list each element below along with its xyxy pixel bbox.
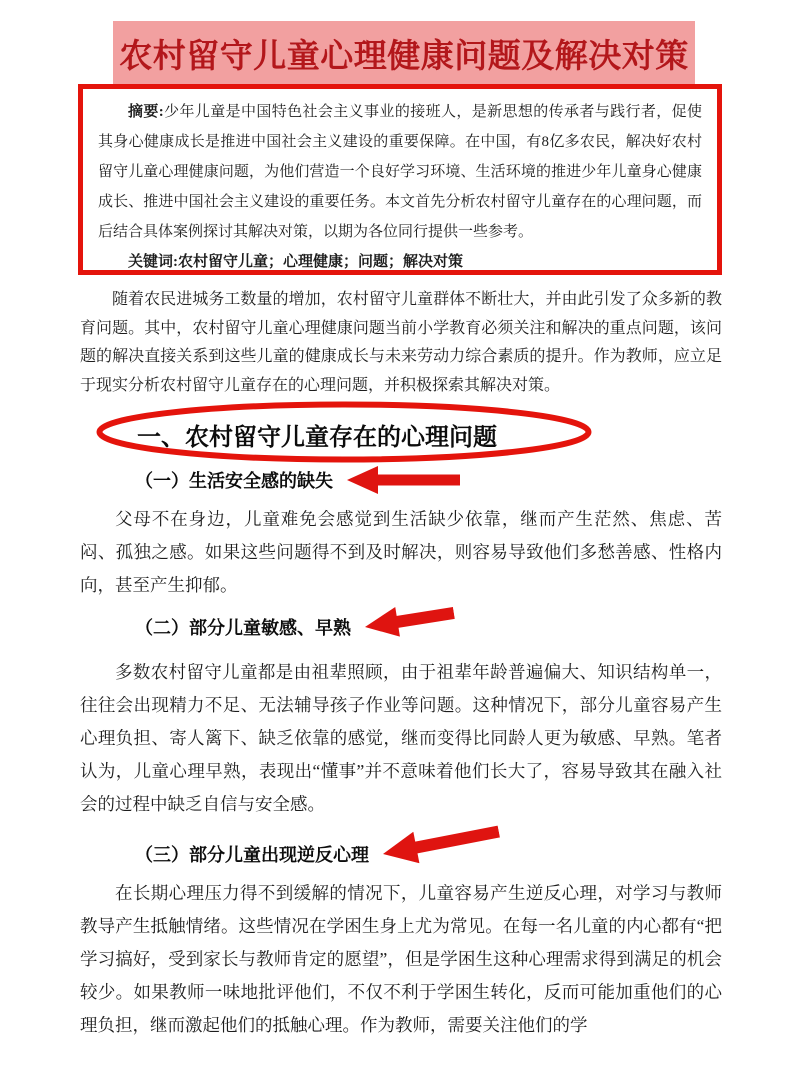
subsection-2-heading-row [135, 612, 455, 642]
subsection-1-heading-row [135, 466, 460, 494]
section-heading: 一、农村留守儿童存在的心理问题 [137, 424, 497, 451]
document-title: 农村留守儿童心理健康问题及解决对策 [119, 36, 689, 74]
section-heading-wrap [0, 398, 800, 468]
abstract-paragraph [98, 97, 702, 247]
red-left-arrow-icon [347, 466, 460, 494]
keywords-label: 关键词: [128, 254, 178, 270]
document-title-banner [113, 21, 695, 85]
subsection-3-heading: （三）部分儿童出现逆反心理 [135, 845, 369, 865]
red-left-arrow-icon [380, 816, 502, 870]
subsection-1-paragraph: 父母不在身边，儿童难免会感觉到生活缺少依靠，继而产生茫然、焦虑、苦闷、孤独之感。如果这些问题得不到及时解决，则容易导致他们多愁善感、性格内向，甚至产生抑郁。 [80, 509, 722, 595]
keywords-text: 农村留守儿童；心理健康；问题；解决对策 [178, 254, 464, 270]
abstract-text: 少年儿童是中国特色社会主义事业的接班人，是新思想的传承者与践行者，促使其身心健康成长是推进中国社会主义建设的重要保障。在中国，有8亿多农民，解决好农村留守儿童心理健康问题，为他们营造一个良好学习环境、生活环境的推进少年儿童身心健康成长、推进中国社会主义建设的重要任务。本文首先分析农村留守儿童存在的心理问题，而后结合具体案例探讨其解决对策，以期为各位同行提供一些参考。 [98, 104, 702, 240]
subsection-3-heading-row [135, 838, 501, 870]
subsection-2-heading: （二）部分儿童敏感、早熟 [135, 618, 351, 638]
keywords-line [98, 247, 702, 277]
intro-paragraph: 随着农民进城务工数量的增加，农村留守儿童群体不断壮大，并由此引发了众多新的教育问题。其中，农村留守儿童心理健康问题当前小学教育必须关注和解决的重点问题，该问题的解决直接关系到这些儿童的健康成长与未来劳动力综合素质的提升。作为教师，应立足于现实分析农村留守儿童存在的心理问题，并积极探索其解决对策。 [80, 291, 722, 394]
subsection-2-paragraph: 多数农村留守儿童都是由祖辈照顾，由于祖辈年龄普遍偏大、知识结构单一，往往会出现精力不足、无法辅导孩子作业等问题。这种情况下，部分儿童容易产生心理负担、寄人篱下、缺乏依靠的感觉，继而变得比同龄人更为敏感、早熟。笔者认为，儿童心理早熟，表现出“懂事”并不意味着他们长大了，容易导致其在融入社会的过程中缺乏自信与安全感。 [80, 662, 722, 814]
abstract-label: 摘要: [128, 104, 164, 120]
subsection-1-heading: （一）生活安全感的缺失 [135, 471, 333, 491]
abstract-box [78, 84, 722, 275]
red-left-arrow-icon [363, 598, 457, 642]
subsection-3-paragraph: 在长期心理压力得不到缓解的情况下，儿童容易产生逆反心理，对学习与教师教导产生抵触情绪。这些情况在学困生身上尤为常见。在每一名儿童的内心都有“把学习搞好，受到家长与教师肯定的愿望”，但是学困生这种心理需求得到满足的机会较少。如果教师一味地批评他们，不仅不利于学困生转化，反而可能加重他们的心理负担，继而激起他们的抵触心理。作为教师，需要关注他们的学 [80, 883, 722, 1035]
